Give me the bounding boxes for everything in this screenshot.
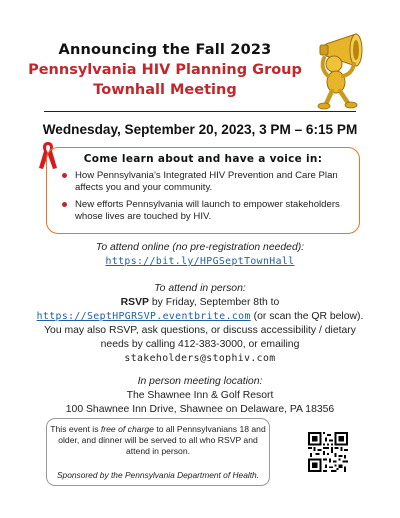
location-address: 100 Shawnee Inn Drive, Shawnee on Delaware, PA 18356 bbox=[65, 404, 335, 415]
megaphone-mascot-icon bbox=[312, 30, 382, 110]
in-person-label: To attend in person: bbox=[154, 283, 246, 294]
bullet-text: How Pennsylvania’s Integrated HIV Prevention and Care Plan affects you and your community. bbox=[75, 170, 338, 193]
header-divider bbox=[44, 111, 356, 112]
footer-free: free of charge bbox=[100, 424, 154, 434]
list-item bbox=[60, 170, 350, 194]
event-date-time: Wednesday, September 20, 2023, 3 PM – 6:15 PM bbox=[42, 122, 358, 137]
header-group-name: Pennsylvania HIV Planning Group bbox=[28, 62, 302, 78]
online-link[interactable]: https://bit.ly/HPGSeptTownHall bbox=[105, 256, 295, 267]
rsvp-link[interactable]: https://SeptHPGRSVP.eventbrite.com bbox=[36, 311, 251, 322]
rsvp-link-line bbox=[0, 310, 400, 324]
footer-note bbox=[50, 424, 266, 457]
rsvp-bold: RSVP bbox=[120, 297, 149, 308]
box-title: Come learn about and have a voice in: bbox=[83, 153, 323, 165]
online-link-line bbox=[0, 255, 400, 269]
rsvp-deadline: by Friday, September 8th to bbox=[148, 297, 280, 308]
online-label: To attend online (no pre-registration needed): bbox=[95, 242, 305, 253]
list-item bbox=[60, 199, 350, 223]
rsvp-contact-line: You may also RSVP, ask questions, or discuss accessibility / dietary bbox=[44, 325, 356, 336]
bullet-dot-icon bbox=[62, 202, 67, 207]
footer-post: to all Pennsylvanians 18 and older, and dinner will be served to all who RSVP and attend in person. bbox=[58, 424, 266, 456]
bullet-list bbox=[60, 170, 350, 228]
rsvp-email-line bbox=[0, 352, 400, 366]
rsvp-qr-note: (or scan the QR below). bbox=[250, 311, 364, 322]
event-header bbox=[0, 40, 330, 100]
footer-sponsor: Sponsored by the Pennsylvania Department of Health. bbox=[56, 470, 260, 480]
footer-pre: This event is bbox=[50, 424, 101, 434]
bullet-dot-icon bbox=[62, 173, 67, 178]
rsvp-line bbox=[0, 296, 400, 310]
header-announcing: Announcing the Fall 2023 bbox=[58, 42, 272, 58]
location-venue: The Shawnee Inn & Golf Resort bbox=[126, 390, 274, 401]
contact-email[interactable]: stakeholders@stophiv.com bbox=[124, 353, 276, 364]
bullet-text: New efforts Pennsylvania will launch to empower stakeholders whose lives are touched by HIV. bbox=[75, 199, 340, 222]
rsvp-phone-line: needs by calling 412-383-3000, or emailing bbox=[100, 339, 300, 350]
location-label: In person meeting location: bbox=[137, 376, 263, 387]
header-meeting-type: Townhall Meeting bbox=[93, 82, 237, 98]
qr-code-icon[interactable] bbox=[308, 432, 348, 472]
